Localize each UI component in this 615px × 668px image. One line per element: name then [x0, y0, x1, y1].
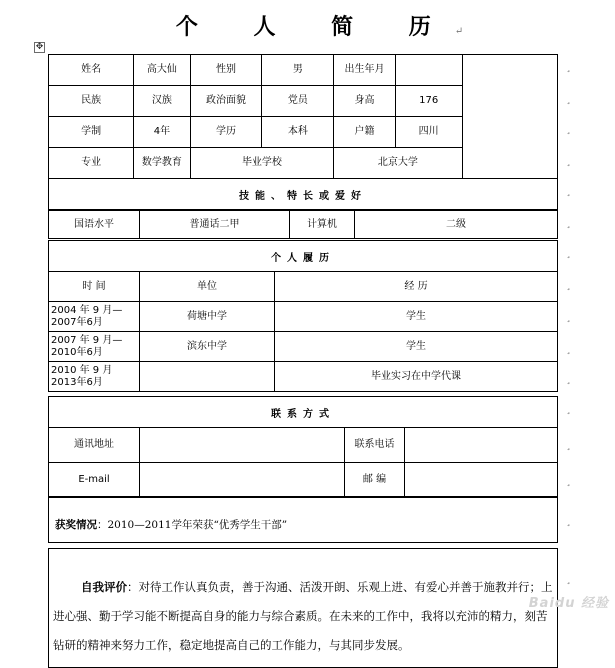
zip-value[interactable]	[405, 463, 558, 498]
cell-end-mark: ¸	[566, 280, 571, 291]
cell-end-mark: ¸	[566, 476, 571, 487]
height-label: 身高	[334, 86, 396, 117]
political-value[interactable]: 党员	[262, 86, 334, 117]
unit-1[interactable]: 荷塘中学	[140, 302, 275, 332]
experience-3[interactable]: 毕业实习在中学代课	[275, 362, 558, 392]
table-row	[49, 428, 558, 463]
table-row	[49, 55, 558, 86]
contact-header-table	[48, 396, 558, 428]
cell-end-mark: ¸	[566, 156, 571, 167]
self-eval-label: 自我评价	[81, 580, 127, 594]
period-1[interactable]: 2004 年 9 月—2007年6月	[49, 302, 140, 332]
school-label: 毕业学校	[190, 148, 334, 179]
period-2[interactable]: 2007 年 9 月—2010年6月	[49, 332, 140, 362]
skills-header-table	[48, 178, 558, 210]
address-value[interactable]	[140, 428, 345, 463]
award-text: ：2010—2011学年荣获“优秀学生干部”	[97, 519, 288, 531]
period-3[interactable]: 2010 年 9 月 2013年6月	[49, 362, 140, 392]
cell-end-mark: ¸	[566, 440, 571, 451]
cell-end-mark: ¸	[566, 62, 571, 73]
cell-end-mark: ¸	[566, 312, 571, 323]
zip-label: 邮 编	[345, 463, 405, 498]
history-table	[48, 271, 558, 392]
height-value[interactable]: 176	[395, 86, 462, 117]
award-section[interactable]	[48, 496, 558, 543]
unit-3[interactable]	[140, 362, 275, 392]
history-header: 个人履历	[49, 241, 558, 272]
self-evaluation-section[interactable]	[48, 548, 558, 668]
phone-value[interactable]	[405, 428, 558, 463]
table-move-handle-icon[interactable]: ✥	[35, 42, 44, 52]
page-title: 个 人 简 历↵	[175, 14, 464, 40]
table-row	[49, 272, 558, 302]
phone-label: 联系电话	[345, 428, 405, 463]
education-label: 学历	[190, 117, 262, 148]
paragraph-mark: ↵	[454, 26, 464, 37]
education-value[interactable]: 本科	[262, 117, 334, 148]
cell-end-mark: ¸	[566, 248, 571, 259]
unit-2[interactable]: 滨东中学	[140, 332, 275, 362]
table-row	[49, 463, 558, 498]
gender-label: 性别	[190, 55, 262, 86]
gender-value[interactable]: 男	[262, 55, 334, 86]
table-row	[49, 332, 558, 362]
email-value[interactable]	[140, 463, 345, 498]
language-label: 国语水平	[49, 211, 140, 239]
cell-end-mark: ¸	[566, 344, 571, 355]
schooling-label: 学制	[49, 117, 134, 148]
table-row	[49, 302, 558, 332]
history-header-table	[48, 240, 558, 272]
birth-value[interactable]	[395, 55, 462, 86]
major-value[interactable]: 数学教育	[134, 148, 190, 179]
cell-end-mark: ¸	[566, 404, 571, 415]
computer-value[interactable]: 二级	[355, 211, 558, 239]
col-experience: 经 历	[275, 272, 558, 302]
award-label: 获奖情况	[55, 519, 97, 531]
skills-header: 技能、特长或爱好	[49, 179, 558, 210]
contact-table	[48, 427, 558, 498]
hukou-value[interactable]: 四川	[395, 117, 462, 148]
contact-header: 联系方式	[49, 397, 558, 428]
experience-2[interactable]: 学生	[275, 332, 558, 362]
experience-1[interactable]: 学生	[275, 302, 558, 332]
cell-end-mark: ¸	[566, 218, 571, 229]
language-value[interactable]: 普通话二甲	[140, 211, 290, 239]
table-row	[49, 211, 558, 239]
self-eval-text: ：对待工作认真负责，善于沟通、活泼开朗、乐观上进、有爱心并善于施教并行；上进心强、勤于学习能不断提高自身的能力与综合素质。在未来的工作中，我将以充沛的精力，刻苦钻研的精神来努力工作，稳定地提高自己的工作能力，与其同步发展。	[53, 580, 553, 652]
skills-table	[48, 210, 558, 239]
col-time: 时 间	[49, 272, 140, 302]
major-label: 专业	[49, 148, 134, 179]
cell-end-mark: ¸	[566, 516, 571, 527]
address-label: 通讯地址	[49, 428, 140, 463]
col-unit: 单位	[140, 272, 275, 302]
school-value[interactable]: 北京大学	[334, 148, 462, 179]
name-value[interactable]: 高大仙	[134, 55, 190, 86]
ethnicity-value[interactable]: 汉族	[134, 86, 190, 117]
basic-info-table	[48, 54, 558, 179]
hukou-label: 户籍	[334, 117, 396, 148]
cell-end-mark: ¸	[566, 124, 571, 135]
birth-label: 出生年月	[334, 55, 396, 86]
table-row	[49, 362, 558, 392]
computer-label: 计算机	[290, 211, 355, 239]
political-label: 政治面貌	[190, 86, 262, 117]
cell-end-mark: ¸	[566, 186, 571, 197]
ethnicity-label: 民族	[49, 86, 134, 117]
email-label: E-mail	[49, 463, 140, 498]
cell-end-mark: ¸	[566, 574, 571, 585]
cell-end-mark: ¸	[566, 94, 571, 105]
cell-end-mark: ¸	[566, 374, 571, 385]
schooling-value[interactable]: 4年	[134, 117, 190, 148]
photo-cell[interactable]	[462, 55, 557, 179]
watermark: Baidu 经验	[528, 596, 609, 611]
name-label: 姓名	[49, 55, 134, 86]
